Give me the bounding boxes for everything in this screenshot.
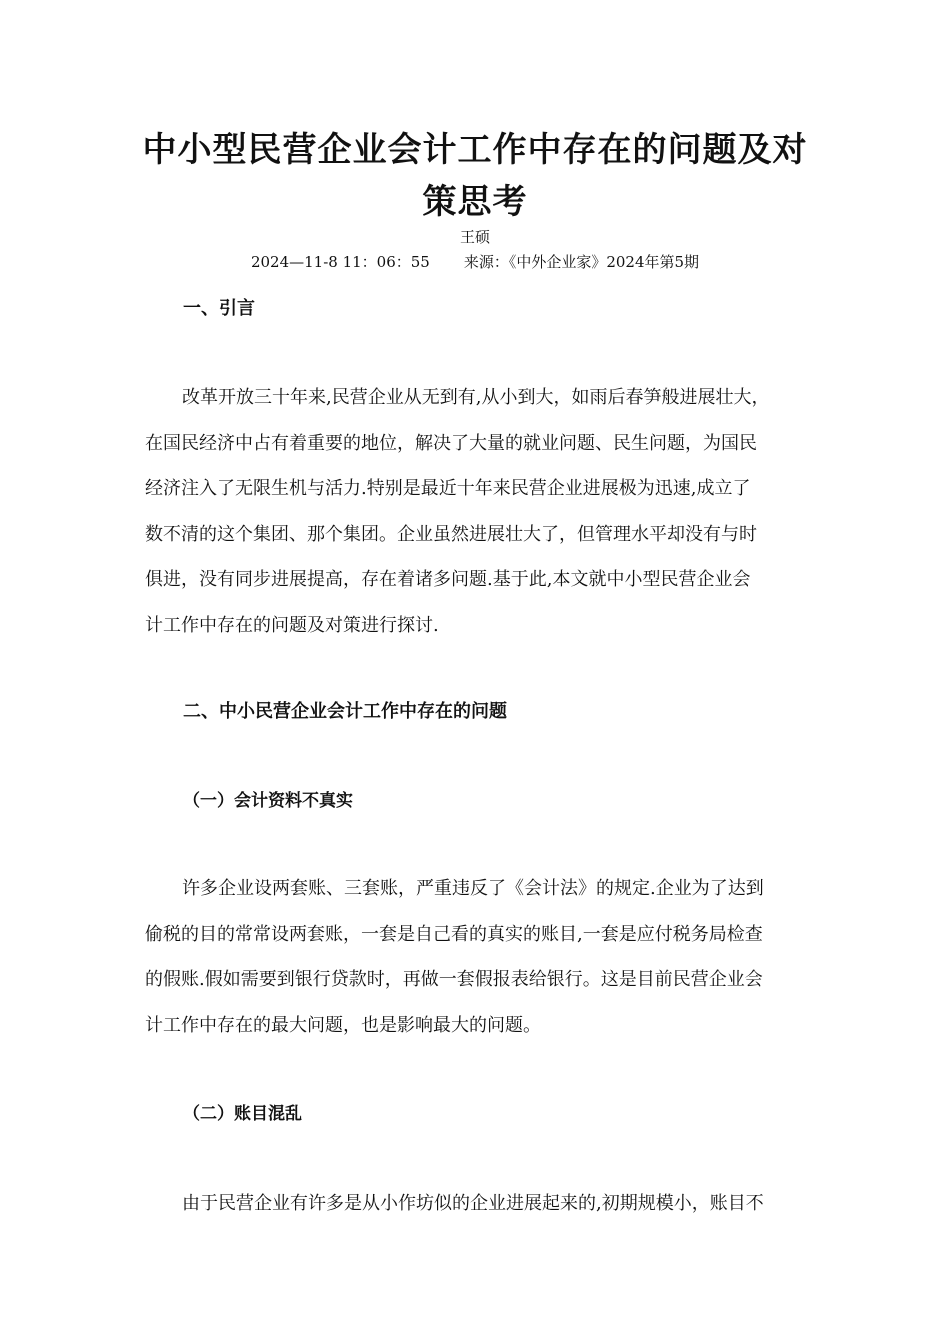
paragraph-line: 俱进，没有同步进展提高，存在着诸多问题.基于此,本文就中小型民营企业会 bbox=[145, 569, 751, 590]
paragraph-line: 许多企业设两套账、三套账，严重违反了《会计法》的规定.企业为了达到 bbox=[182, 878, 764, 899]
paragraph-line: 计工作中存在的问题及对策进行探讨. bbox=[145, 614, 439, 636]
title-line: 中小型民营企业会计工作中存在的问题及对 bbox=[142, 130, 808, 170]
false-records-paragraph bbox=[145, 866, 805, 1048]
paragraph-line: 经济注入了无限生机与活力.特别是最近十年来民营企业进展极为迅速,成立了 bbox=[145, 478, 751, 499]
paragraph-line: 由于民营企业有许多是从小作坊似的企业进展起来的,初期规模小，账目不 bbox=[182, 1193, 764, 1214]
paragraph-line: 偷税的目的常常设两套账，一套是自己看的真实的账目,一套是应付税务局检查 bbox=[145, 923, 763, 945]
publication-source: 来源：《中外企业家》2024年第5期 bbox=[463, 253, 700, 271]
section-heading-problems: 二、中小民营企业会计工作中存在的问题 bbox=[183, 701, 507, 722]
paragraph-line: 数不清的这个集团、那个集团。企业虽然进展壮大了，但管理水平却没有与时 bbox=[145, 523, 757, 545]
author-name: 王硕 bbox=[459, 228, 490, 246]
intro-paragraph bbox=[145, 375, 805, 648]
publication-meta bbox=[0, 251, 950, 273]
publish-datetime: 2024—11-8 11：06：55 bbox=[250, 253, 430, 271]
document-title bbox=[100, 124, 850, 228]
title-line: 策思考 bbox=[422, 182, 528, 222]
chaotic-accounts-paragraph bbox=[145, 1181, 805, 1227]
paragraph-line: 改革开放三十年来,民营企业从无到有,从小到大，如雨后春笋般进展壮大， bbox=[182, 387, 770, 408]
subsection-heading-chaotic-accounts: （二）账目混乱 bbox=[183, 1104, 302, 1124]
section-heading-intro: 一、引言 bbox=[183, 298, 255, 319]
paragraph-line: 的假账.假如需要到银行贷款时，再做一套假报表给银行。这是目前民营企业会 bbox=[145, 969, 763, 990]
paragraph-line: 在国民经济中占有着重要的地位，解决了大量的就业问题、民生问题，为国民 bbox=[145, 432, 757, 454]
subsection-heading-false-records: （一）会计资料不真实 bbox=[183, 791, 353, 811]
paragraph-line: 计工作中存在的最大问题，也是影响最大的问题。 bbox=[145, 1014, 541, 1036]
